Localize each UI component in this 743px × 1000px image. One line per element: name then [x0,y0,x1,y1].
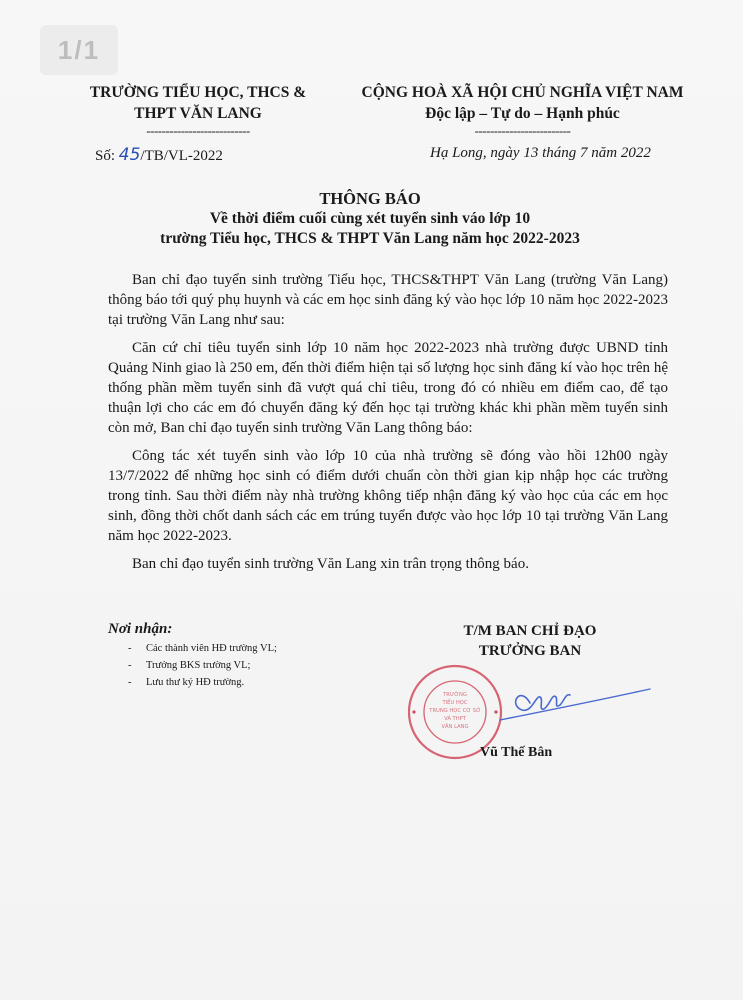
svg-text:VĂN LANG: VĂN LANG [441,724,469,730]
signature-role-line1: T/M BAN CHỈ ĐẠO [463,623,597,639]
bullet-dash: - [128,643,132,654]
bullet-dash: - [128,677,132,688]
document-body [108,270,668,582]
recipient-item [128,657,277,674]
national-motto: Độc lập – Tự do – Hạnh phúc [425,105,620,122]
body-paragraph: Công tác xét tuyển sinh vào lớp 10 của nhà trường sẽ đóng vào hồi 12h00 ngày 13/7/2022 để những học sinh có điểm dưới chuẩn còn thời gian kịp nhập học các trường trong tỉnh. Sau thời điểm này nhà trường không tiếp nhận đăng ký vào học của các em học sinh, đồng thời chốt danh sách các em trúng tuyển được vào học lớp 10 tại trường Văn Lang năm học 2022-2023. [108,448,668,544]
recipient-text: Các thành viên HĐ trường VL; [146,643,277,654]
doc-number-handwritten: 45 [118,145,141,165]
svg-text:TRƯỜNG: TRƯỜNG [443,692,467,698]
document-title [80,189,660,249]
body-paragraph: Ban chỉ đạo tuyển sinh trường Tiểu học, THCS&THPT Văn Lang (trường Văn Lang) thông báo tới quý phụ huynh và các em học sinh đăng ký vào học lớp 10 năm học 2022-2023 tại trường Văn Lang như sau: [108,272,668,328]
recipient-item [128,640,277,657]
doc-number-suffix: /TB/VL-2022 [140,148,223,164]
title-subject-line2: trường Tiểu học, THCS & THPT Văn Lang năm học 2022-2023 [160,230,580,247]
national-header [345,82,700,138]
svg-text:TRUNG HỌC CƠ SỞ: TRUNG HỌC CƠ SỞ [429,708,481,714]
body-paragraph: Ban chỉ đạo tuyển sinh trường Văn Lang xin trân trọng thông báo. [132,556,529,572]
recipients-list [128,640,277,691]
title-main: THÔNG BÁO [319,189,421,208]
recipient-text: Trưởng BKS trường VL; [146,660,251,671]
handwritten-signature [460,675,660,735]
recipient-item [128,674,277,691]
svg-text:TIỂU HỌC: TIỂU HỌC [442,700,468,706]
recipients-title: Nơi nhận: [108,621,173,637]
page-counter-badge: 1/1 [40,25,118,75]
header-left-divider: --------------------------- [146,123,250,138]
document-date: Hạ Long, ngày 13 tháng 7 năm 2022 [430,145,651,161]
signature-role-line2: TRƯỞNG BAN [478,643,582,659]
recipient-text: Lưu thư ký HĐ trường. [146,677,245,688]
signer-name: Vũ Thế Bân [480,745,553,760]
school-name-line2: THPT VĂN LANG [134,105,262,122]
header-right-divider: ------------------------- [474,123,571,138]
body-paragraph: Căn cứ chỉ tiêu tuyển sinh lớp 10 năm học 2022-2023 nhà trường được UBND tỉnh Quảng Ninh giao là 250 em, đến thời điểm hiện tại số lượng học sinh đăng kí vào học trên hệ thống phần mềm tuyển sinh đã vượt quá chỉ tiêu, trong đó có nhiều em điểm cao, để tạo thuận lợi cho các em đó chuyển đăng ký đến học tại trường khác khi phần mềm tuyển sinh còn mở, Ban chỉ đạo tuyển sinh trường Văn Lang thông báo: [108,340,668,436]
school-header [58,82,338,138]
school-name-line1: TRƯỜNG TIỂU HỌC, THCS & [89,84,307,101]
signature-block-title [440,621,620,661]
svg-text:VÀ THPT: VÀ THPT [444,716,466,722]
title-subject-line1: Về thời điểm cuối cùng xét tuyển sinh váo lớp 10 [209,210,531,227]
document-number [95,145,223,165]
doc-number-prefix: Số: [95,148,119,164]
bullet-dash: - [128,660,132,671]
national-title: CỘNG HOÀ XÃ HỘI CHỦ NGHĨA VIỆT NAM [361,84,684,101]
